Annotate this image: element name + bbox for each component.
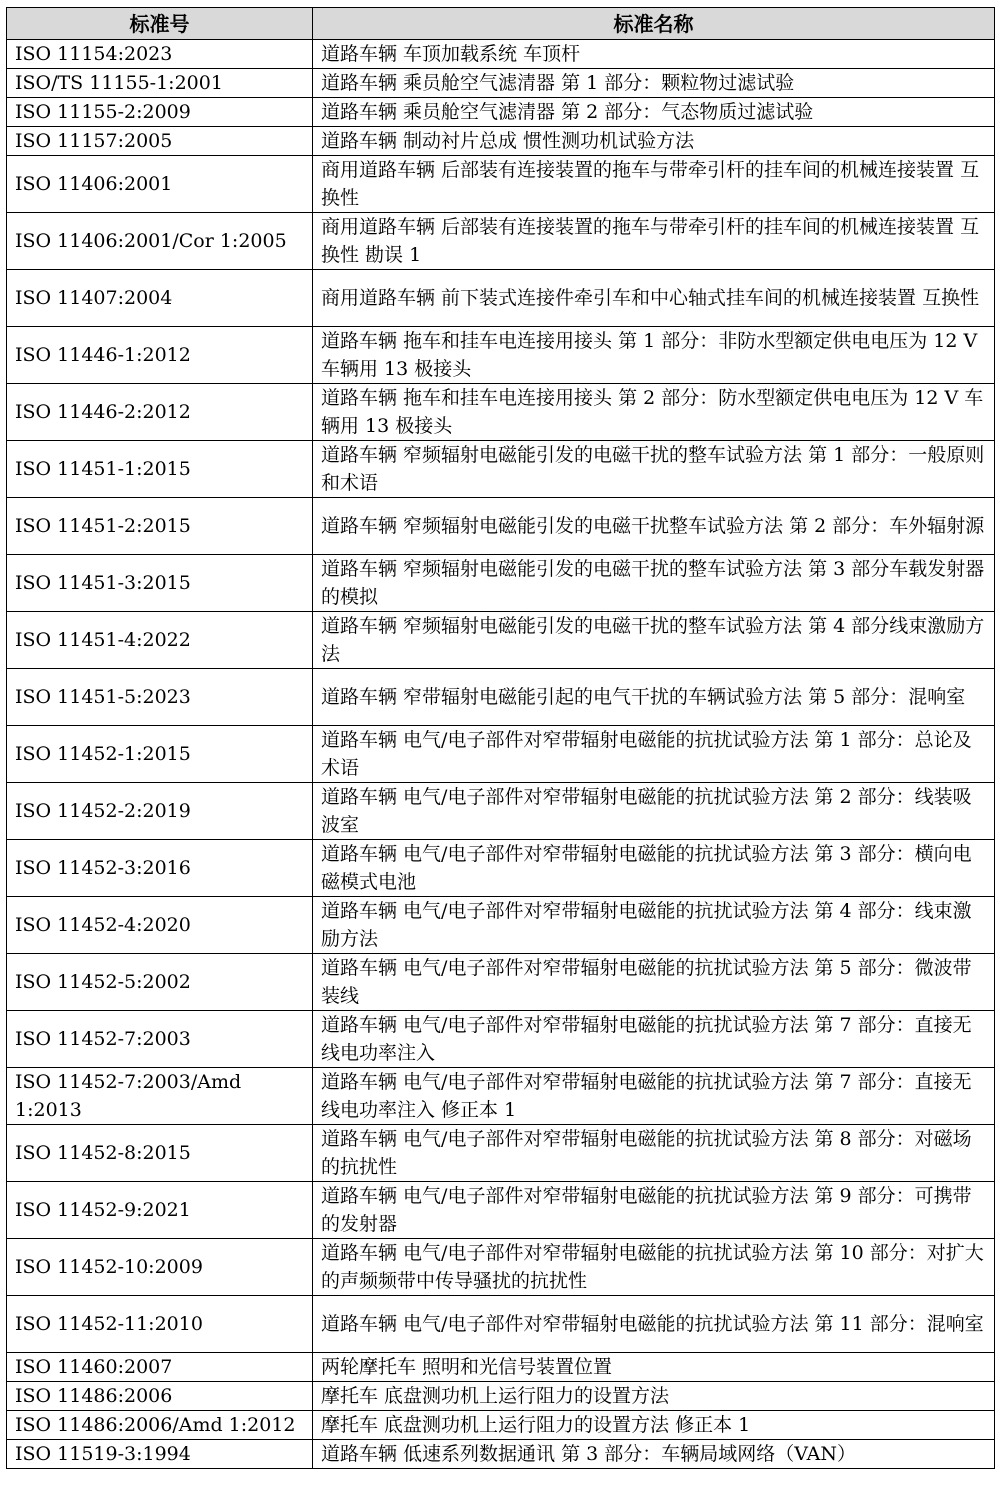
table-row: [7, 1353, 995, 1382]
table-row: [7, 213, 995, 270]
table-header-row: [7, 8, 995, 40]
standard-name-cell: 道路车辆 电气/电子部件对窄带辐射电磁能的抗扰试验方法 第 1 部分：总论及术语: [313, 726, 995, 783]
table-row: [7, 1068, 995, 1125]
standards-table: [6, 7, 995, 1469]
standard-code-cell: ISO 11452-4:2020: [7, 897, 313, 954]
standard-name-cell: 道路车辆 电气/电子部件对窄带辐射电磁能的抗扰试验方法 第 9 部分：可携带的发射器: [313, 1182, 995, 1239]
standard-name-cell: 摩托车 底盘测功机上运行阻力的设置方法 修正本 1: [313, 1411, 995, 1440]
standard-code-cell: ISO 11486:2006: [7, 1382, 313, 1411]
table-row: [7, 669, 995, 726]
standard-name-cell: 道路车辆 乘员舱空气滤清器 第 1 部分：颗粒物过滤试验: [313, 69, 995, 98]
standard-code-cell: ISO 11451-2:2015: [7, 498, 313, 555]
standard-name-cell: 商用道路车辆 后部装有连接装置的拖车与带牵引杆的挂车间的机械连接装置 互换性 勘误 1: [313, 213, 995, 270]
standard-code-cell: ISO 11452-10:2009: [7, 1239, 313, 1296]
table-row: [7, 127, 995, 156]
table-body: [7, 40, 995, 1469]
standard-code-cell: ISO 11452-9:2021: [7, 1182, 313, 1239]
standard-code-cell: ISO/TS 11155-1:2001: [7, 69, 313, 98]
table-row: [7, 954, 995, 1011]
standard-name-cell: 道路车辆 窄频辐射电磁能引发的电磁干扰整车试验方法 第 2 部分：车外辐射源: [313, 498, 995, 555]
table-row: [7, 1296, 995, 1353]
standard-name-cell: 道路车辆 电气/电子部件对窄带辐射电磁能的抗扰试验方法 第 10 部分：对扩大的声频频带中传导骚扰的抗扰性: [313, 1239, 995, 1296]
standard-code-cell: ISO 11452-2:2019: [7, 783, 313, 840]
standard-name-cell: 道路车辆 电气/电子部件对窄带辐射电磁能的抗扰试验方法 第 4 部分：线束激励方法: [313, 897, 995, 954]
standard-code-cell: ISO 11460:2007: [7, 1353, 313, 1382]
standard-name-cell: 道路车辆 窄频辐射电磁能引发的电磁干扰的整车试验方法 第 3 部分车载发射器的模拟: [313, 555, 995, 612]
standard-code-cell: ISO 11452-7:2003: [7, 1011, 313, 1068]
table-row: [7, 783, 995, 840]
standard-code-cell: ISO 11452-3:2016: [7, 840, 313, 897]
standard-name-cell: 道路车辆 拖车和挂车电连接用接头 第 2 部分：防水型额定供电电压为 12 V 车辆用 13 极接头: [313, 384, 995, 441]
standard-code-cell: ISO 11407:2004: [7, 270, 313, 327]
header-standard-code: 标准号: [7, 8, 313, 40]
table-row: [7, 1239, 995, 1296]
standard-code-cell: ISO 11452-5:2002: [7, 954, 313, 1011]
table-row: [7, 612, 995, 669]
table-row: [7, 1182, 995, 1239]
standard-name-cell: 道路车辆 窄带辐射电磁能引起的电气干扰的车辆试验方法 第 5 部分：混响室: [313, 669, 995, 726]
standard-name-cell: 道路车辆 拖车和挂车电连接用接头 第 1 部分：非防水型额定供电电压为 12 V 车辆用 13 极接头: [313, 327, 995, 384]
standard-code-cell: ISO 11451-4:2022: [7, 612, 313, 669]
table-row: [7, 840, 995, 897]
standard-name-cell: 道路车辆 电气/电子部件对窄带辐射电磁能的抗扰试验方法 第 5 部分：微波带装线: [313, 954, 995, 1011]
standard-name-cell: 道路车辆 低速系列数据通讯 第 3 部分：车辆局域网络（VAN）: [313, 1440, 995, 1469]
standard-code-cell: ISO 11157:2005: [7, 127, 313, 156]
standard-name-cell: 道路车辆 窄频辐射电磁能引发的电磁干扰的整车试验方法 第 1 部分：一般原则和术语: [313, 441, 995, 498]
standard-name-cell: 道路车辆 电气/电子部件对窄带辐射电磁能的抗扰试验方法 第 7 部分：直接无线电功率注入: [313, 1011, 995, 1068]
standard-code-cell: ISO 11155-2:2009: [7, 98, 313, 127]
table-row: [7, 1011, 995, 1068]
standard-name-cell: 道路车辆 电气/电子部件对窄带辐射电磁能的抗扰试验方法 第 11 部分：混响室: [313, 1296, 995, 1353]
table-row: [7, 327, 995, 384]
table-row: [7, 98, 995, 127]
standard-code-cell: ISO 11406:2001/Cor 1:2005: [7, 213, 313, 270]
table-row: [7, 441, 995, 498]
standard-code-cell: ISO 11486:2006/Amd 1:2012: [7, 1411, 313, 1440]
table-row: [7, 384, 995, 441]
standard-code-cell: ISO 11154:2023: [7, 40, 313, 69]
standard-code-cell: ISO 11451-1:2015: [7, 441, 313, 498]
header-standard-name: 标准名称: [313, 8, 995, 40]
standard-code-cell: ISO 11452-7:2003/Amd 1:2013: [7, 1068, 313, 1125]
table-row: [7, 897, 995, 954]
table-row: [7, 156, 995, 213]
standard-code-cell: ISO 11452-1:2015: [7, 726, 313, 783]
table-row: [7, 40, 995, 69]
standard-code-cell: ISO 11406:2001: [7, 156, 313, 213]
standard-name-cell: 道路车辆 电气/电子部件对窄带辐射电磁能的抗扰试验方法 第 7 部分：直接无线电功率注入 修正本 1: [313, 1068, 995, 1125]
table-row: [7, 1411, 995, 1440]
table-row: [7, 726, 995, 783]
standard-name-cell: 道路车辆 乘员舱空气滤清器 第 2 部分：气态物质过滤试验: [313, 98, 995, 127]
standard-code-cell: ISO 11446-2:2012: [7, 384, 313, 441]
standard-name-cell: 道路车辆 窄频辐射电磁能引发的电磁干扰的整车试验方法 第 4 部分线束激励方法: [313, 612, 995, 669]
standard-name-cell: 道路车辆 车顶加载系统 车顶杆: [313, 40, 995, 69]
standard-name-cell: 商用道路车辆 前下装式连接件牵引车和中心轴式挂车间的机械连接装置 互换性: [313, 270, 995, 327]
standard-name-cell: 摩托车 底盘测功机上运行阻力的设置方法: [313, 1382, 995, 1411]
standard-code-cell: ISO 11519-3:1994: [7, 1440, 313, 1469]
standard-name-cell: 商用道路车辆 后部装有连接装置的拖车与带牵引杆的挂车间的机械连接装置 互换性: [313, 156, 995, 213]
standard-code-cell: ISO 11446-1:2012: [7, 327, 313, 384]
standard-name-cell: 道路车辆 制动衬片总成 惯性测功机试验方法: [313, 127, 995, 156]
standard-code-cell: ISO 11452-11:2010: [7, 1296, 313, 1353]
standard-name-cell: 道路车辆 电气/电子部件对窄带辐射电磁能的抗扰试验方法 第 8 部分：对磁场的抗扰性: [313, 1125, 995, 1182]
standard-code-cell: ISO 11451-5:2023: [7, 669, 313, 726]
table-row: [7, 1382, 995, 1411]
table-row: [7, 1440, 995, 1469]
standard-name-cell: 道路车辆 电气/电子部件对窄带辐射电磁能的抗扰试验方法 第 2 部分：线装吸波室: [313, 783, 995, 840]
standard-name-cell: 两轮摩托车 照明和光信号装置位置: [313, 1353, 995, 1382]
table-row: [7, 498, 995, 555]
standard-name-cell: 道路车辆 电气/电子部件对窄带辐射电磁能的抗扰试验方法 第 3 部分：横向电磁模式电池: [313, 840, 995, 897]
table-row: [7, 1125, 995, 1182]
table-row: [7, 555, 995, 612]
standard-code-cell: ISO 11452-8:2015: [7, 1125, 313, 1182]
standard-code-cell: ISO 11451-3:2015: [7, 555, 313, 612]
table-row: [7, 69, 995, 98]
table-row: [7, 270, 995, 327]
